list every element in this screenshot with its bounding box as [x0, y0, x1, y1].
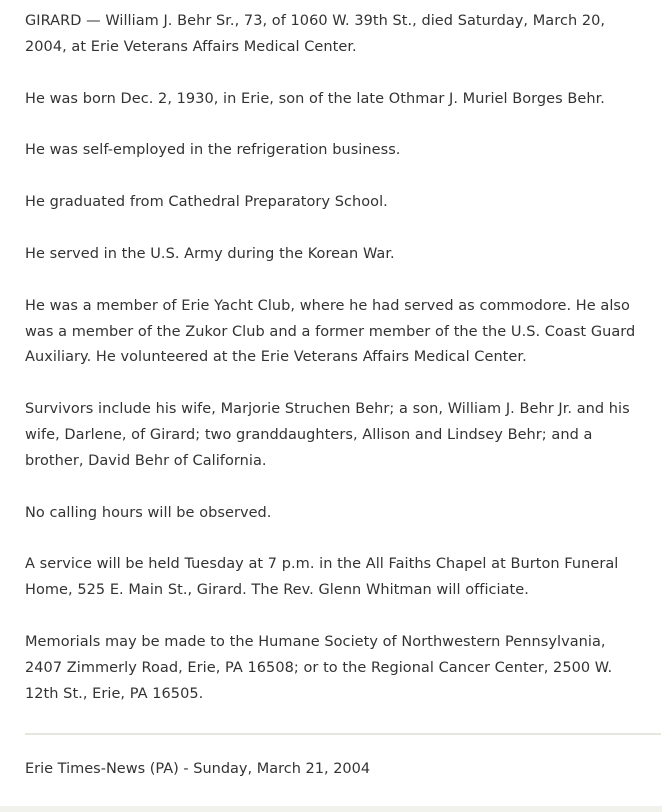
paragraph-birth: He was born Dec. 2, 1930, in Erie, son of the late Othmar J. Muriel Borges Behr. [25, 90, 605, 107]
paragraph-service: A service will be held Tuesday at 7 p.m. in the All Faiths Chapel at Burton Funeral Home, 525 E. Main St., Girard. The Rev. Glenn Whitman will officiate. [25, 556, 619, 599]
paragraph-memberships: He was a member of Erie Yacht Club, where he had served as commodore. He also was a member of the Zukor Club and a former member of the the U.S. Coast Guard Auxiliary. He volunteered at the Erie Veterans Affairs Medical Center. [25, 297, 636, 366]
source-line: Erie Times-News (PA) - Sunday, March 21, 2004 [25, 761, 371, 778]
obituary-body [25, 9, 647, 707]
paragraph-occupation: He was self-employed in the refrigeration business. [25, 142, 401, 159]
paragraph-survivors: Survivors include his wife, Marjorie Struchen Behr; a son, William J. Behr Jr. and his wife, Darlene, of Girard; two granddaughters, Allison and Lindsey Behr; and a brother, David Behr of California. [25, 401, 630, 469]
divider [25, 733, 661, 735]
paragraph-military: He served in the U.S. Army during the Korean War. [25, 245, 395, 262]
paragraph-memorials: Memorials may be made to the Humane Society of Northwestern Pennsylvania, 2407 Zimmerly Road, Erie, PA 16508; or to the Regional Cancer Center, 2500 W. 12th St., Erie, PA 16505. [25, 633, 613, 702]
page-bottom-strip [0, 806, 662, 812]
paragraph-education: He graduated from Cathedral Preparatory School. [25, 194, 388, 211]
paragraph-death-notice: GIRARD — William J. Behr Sr., 73, of 1060 W. 39th St., died Saturday, March 20, 2004, at Erie Veterans Affairs Medical Center. [25, 13, 606, 55]
paragraph-calling-hours: No calling hours will be observed. [25, 504, 272, 521]
